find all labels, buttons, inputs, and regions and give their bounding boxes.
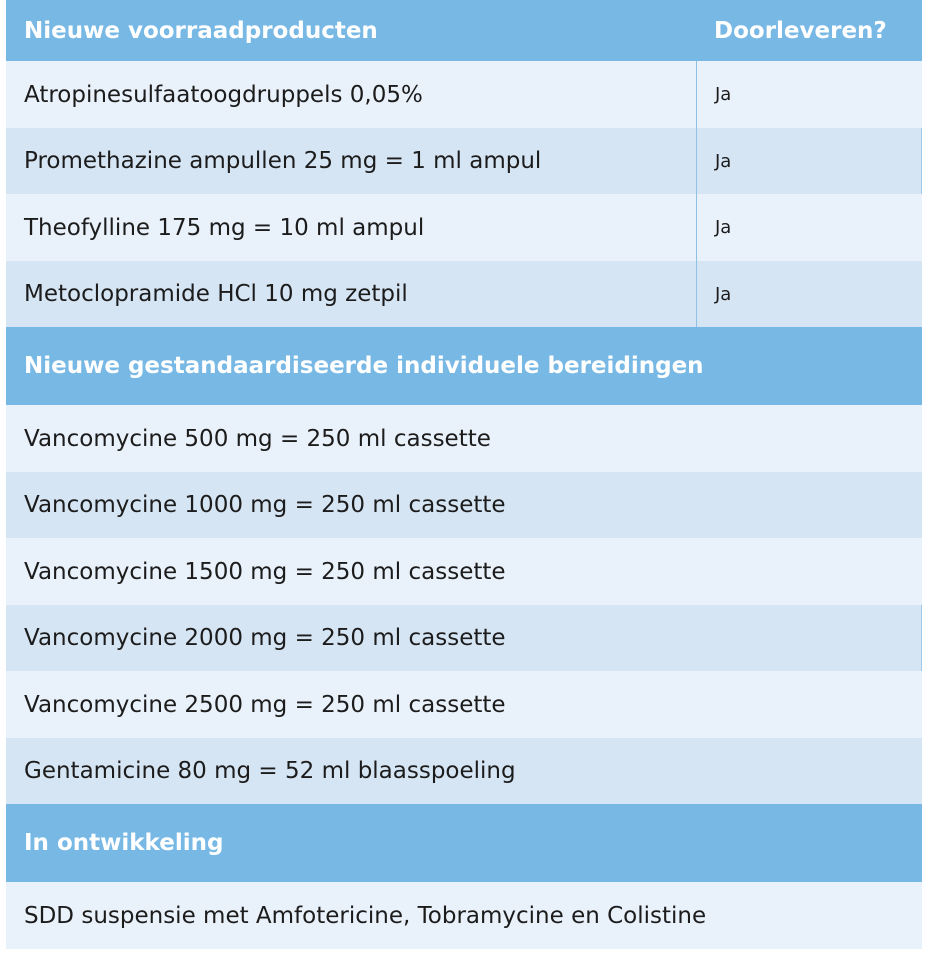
section-title: Nieuwe gestandaardiseerde individuele bereidingen	[24, 353, 704, 379]
product-name: Theofylline 175 mg = 10 ml ampul	[24, 214, 425, 241]
product-name: Atropinesulfaatoogdruppels 0,05%	[24, 81, 423, 108]
table-row: Gentamicine 80 mg = 52 ml blaasspoeling	[6, 738, 922, 804]
table-row: Vancomycine 500 mg = 250 ml cassette	[6, 405, 922, 472]
column-header-deliver: Doorleveren?	[714, 17, 887, 44]
table-row: Vancomycine 2500 mg = 250 ml cassette	[6, 671, 922, 738]
table-row	[6, 128, 922, 194]
deliver-value: Ja	[696, 61, 922, 128]
product-table	[6, 0, 922, 949]
section-title: Nieuwe voorraadproducten	[24, 17, 378, 44]
product-name: Promethazine ampullen 25 mg = 1 ml ampul	[24, 148, 542, 174]
table-row: Vancomycine 1000 mg = 250 ml cassette	[6, 472, 922, 538]
section-header-stock-products	[6, 0, 922, 61]
deliver-value: Ja	[696, 194, 922, 261]
table-row	[6, 261, 922, 327]
section-header-standardized-preparations	[6, 327, 922, 405]
table-row: SDD suspensie met Amfotericine, Tobramycine en Colistine	[6, 882, 922, 949]
section-header-in-development	[6, 804, 922, 882]
product-name: Metoclopramide HCl 10 mg zetpil	[24, 281, 408, 307]
table-row	[6, 61, 922, 128]
table-row	[6, 194, 922, 261]
table-row: Vancomycine 1500 mg = 250 ml cassette	[6, 538, 922, 605]
deliver-value: Ja	[696, 261, 922, 327]
table-row: Vancomycine 2000 mg = 250 ml cassette	[6, 605, 922, 671]
deliver-value: Ja	[696, 128, 921, 194]
section-title: In ontwikkeling	[24, 830, 224, 856]
